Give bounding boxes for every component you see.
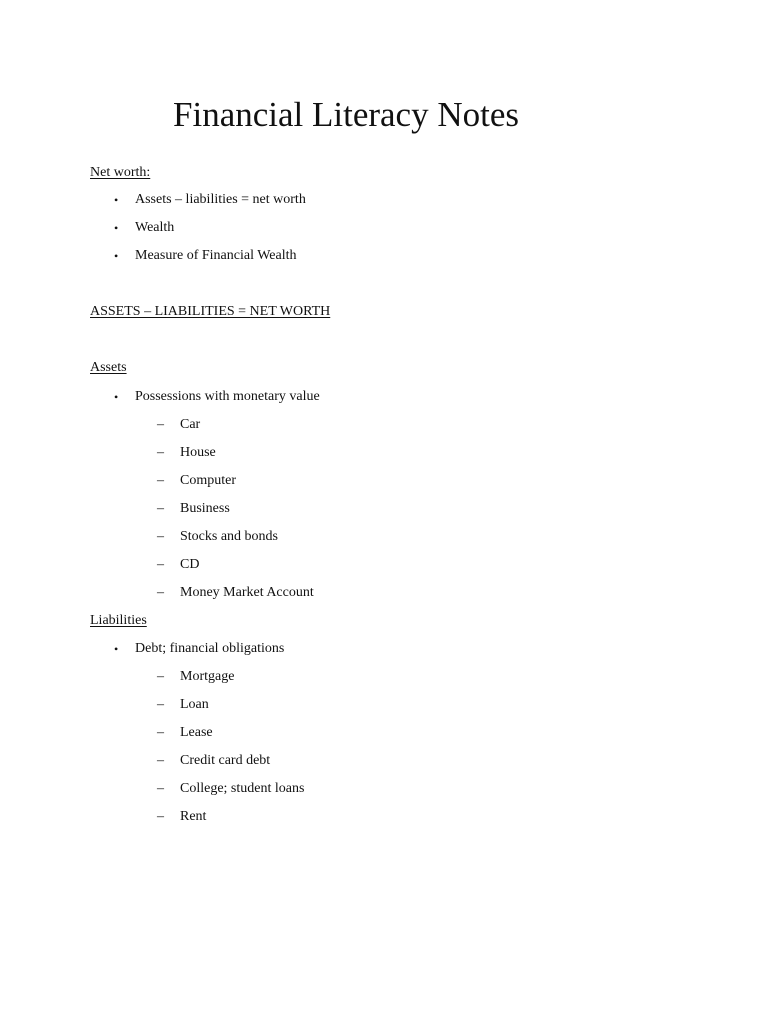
assets-item-house: House xyxy=(180,445,216,460)
net-worth-bullet-3: Measure of Financial Wealth xyxy=(135,248,297,263)
dash-marker: – xyxy=(157,473,164,488)
assets-item-computer: Computer xyxy=(180,473,236,488)
dash-marker: – xyxy=(157,669,164,684)
liabilities-item-student-loans: College; student loans xyxy=(180,781,305,796)
assets-item-cd: CD xyxy=(180,557,200,572)
net-worth-formula: ASSETS – LIABILITIES = NET WORTH xyxy=(90,304,331,319)
liabilities-item-loan: Loan xyxy=(180,697,209,712)
assets-item-business: Business xyxy=(180,501,230,516)
net-worth-bullet-2: Wealth xyxy=(135,220,175,235)
bullet-marker: • xyxy=(114,221,119,235)
dash-marker: – xyxy=(157,501,164,516)
liabilities-bullet: Debt; financial obligations xyxy=(135,641,285,656)
liabilities-heading: Liabilities xyxy=(90,613,147,628)
dash-marker: – xyxy=(157,529,164,544)
liabilities-item-rent: Rent xyxy=(180,809,207,824)
dash-marker: – xyxy=(157,697,164,712)
assets-item-car: Car xyxy=(180,417,201,432)
dash-marker: – xyxy=(157,809,164,824)
bullet-marker: • xyxy=(114,193,119,207)
bullet-marker: • xyxy=(114,642,119,656)
dash-marker: – xyxy=(157,417,164,432)
dash-marker: – xyxy=(157,725,164,740)
dash-marker: – xyxy=(157,585,164,600)
assets-heading: Assets xyxy=(90,360,127,375)
assets-item-money-market: Money Market Account xyxy=(180,585,314,600)
dash-marker: – xyxy=(157,445,164,460)
net-worth-heading: Net worth: xyxy=(90,165,151,180)
dash-marker: – xyxy=(157,753,164,768)
bullet-marker: • xyxy=(114,249,119,263)
assets-bullet: Possessions with monetary value xyxy=(135,389,320,404)
liabilities-item-credit-card: Credit card debt xyxy=(180,753,271,768)
bullet-marker: • xyxy=(114,390,119,404)
liabilities-item-lease: Lease xyxy=(180,725,213,740)
page-title: Financial Literacy Notes xyxy=(173,95,519,134)
net-worth-bullet-1: Assets – liabilities = net worth xyxy=(135,192,306,207)
liabilities-item-mortgage: Mortgage xyxy=(180,669,235,684)
dash-marker: – xyxy=(157,781,164,796)
assets-item-stocks-bonds: Stocks and bonds xyxy=(180,529,278,544)
dash-marker: – xyxy=(157,557,164,572)
